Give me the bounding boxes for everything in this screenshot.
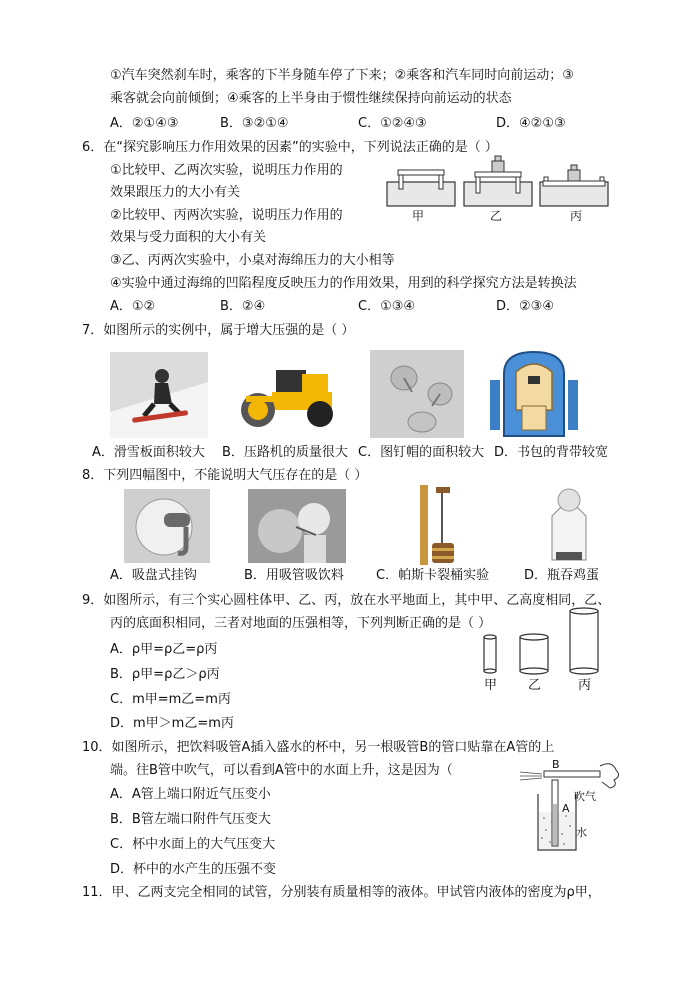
q6-option-a[interactable]: A．①② bbox=[110, 299, 156, 314]
q8-caption-d[interactable]: D．瓶吞鸡蛋 bbox=[524, 568, 600, 583]
bottle-egg-photo bbox=[538, 486, 598, 564]
q8-caption-a[interactable]: A．吸盘式挂钩 bbox=[110, 568, 197, 583]
q8-stem: 8．下列四幅图中，不能说明大气压存在的是（ ） bbox=[82, 468, 368, 483]
q7-caption-c[interactable]: C．图钉帽的面积较大 bbox=[358, 445, 485, 460]
q6-statement1-b: 效果跟压力的大小有关 bbox=[110, 185, 241, 200]
q9-option-b[interactable]: B．ρ甲=ρ乙＞ρ丙 bbox=[110, 667, 220, 682]
thumbtack-photo bbox=[370, 350, 464, 438]
q5-options bbox=[110, 115, 566, 133]
q10-line2: 端。往B管中吹气，可以看到A管中的水面上升，这是因为（ bbox=[110, 763, 453, 778]
q5-line2: 乘客就会向前倾倒；④乘客的上半身由于惯性继续保持向前运动的状态 bbox=[110, 91, 512, 106]
q8-caption-c[interactable]: C．帕斯卡裂桶实验 bbox=[376, 568, 490, 583]
q7-caption-d[interactable]: D．书包的背带较宽 bbox=[494, 445, 609, 460]
q7-caption-b[interactable]: B．压路机的质量很大 bbox=[222, 445, 348, 460]
q9-option-a[interactable]: A．ρ甲=ρ乙=ρ丙 bbox=[110, 642, 218, 657]
q9-label-yi: 乙 bbox=[528, 678, 542, 693]
q6-stem: 6．在“探究影响压力作用效果的因素”的实验中，下列说法正确的是（ ） bbox=[82, 140, 498, 155]
q10-option-d[interactable]: D．杯中的水产生的压强不变 bbox=[110, 862, 277, 877]
q6-statement2-b: 效果与受力面积的大小有关 bbox=[110, 230, 267, 245]
q6-statement3: ③乙、丙两次实验中，小桌对海绵压力的大小相等 bbox=[110, 253, 395, 268]
q10-label-a: A bbox=[562, 802, 570, 815]
sponge-bing bbox=[540, 165, 608, 206]
snowboard-photo bbox=[110, 352, 208, 438]
q8-caption-b[interactable]: B．用吸管吸饮料 bbox=[244, 568, 344, 583]
q10-option-b[interactable]: B．B管左端口附件气压变大 bbox=[110, 812, 271, 827]
q5-line1: ①汽车突然刹车时，乘客的下半身随车停了下来；②乘客和汽车同时向前运动；③ bbox=[110, 68, 574, 83]
q9-label-bing: 丙 bbox=[578, 678, 592, 693]
q10-line1: 10．如图所示，把饮料吸管A插入盛水的杯中，另一根吸管B的管口贴靠在A管的上 bbox=[82, 740, 555, 755]
q10-option-c[interactable]: C．杯中水面上的大气压变大 bbox=[110, 837, 276, 852]
q10-option-a[interactable]: A．A管上端口附近气压变小 bbox=[110, 787, 271, 802]
q5-option-b[interactable]: B．③②①④ bbox=[220, 116, 289, 131]
q6-option-d[interactable]: D．②③④ bbox=[496, 299, 554, 314]
q6-option-b[interactable]: B．②④ bbox=[220, 299, 266, 314]
q10-label-water: 水 bbox=[576, 826, 587, 839]
q6-label-bing: 丙 bbox=[570, 209, 583, 223]
q7-stem: 7．如图所示的实例中，属于增大压强的是（ ） bbox=[82, 323, 355, 338]
q6-options bbox=[110, 298, 554, 316]
q5-option-c[interactable]: C．①②④③ bbox=[358, 116, 427, 131]
sponge-yi bbox=[464, 156, 532, 206]
straw-drink-photo bbox=[248, 489, 346, 563]
q6-statement1-a: ①比较甲、乙两次实验，说明压力作用的 bbox=[110, 163, 343, 178]
q7-caption-a[interactable]: A．滑雪板面积较大 bbox=[92, 445, 205, 460]
sponge-jia bbox=[387, 170, 455, 206]
q9-label-jia: 甲 bbox=[484, 678, 498, 693]
q6-label-yi: 乙 bbox=[490, 209, 503, 223]
q10-straw-figure bbox=[516, 756, 628, 856]
q6-statement2-a: ②比较甲、丙两次实验，说明压力作用的 bbox=[110, 208, 343, 223]
q9-line1: 9．如图所示，有三个实心圆柱体甲、乙、丙，放在水平地面上，其中甲、乙高度相同，乙、 bbox=[82, 593, 611, 608]
q9-line2: 丙的底面积相同，三者对地面的压强相等，下列判断正确的是（ ） bbox=[110, 616, 492, 631]
q11-line1: 11．甲、乙两支完全相同的试管，分别装有质量相等的液体。甲试管内液体的密度为ρ甲， bbox=[82, 885, 601, 900]
q9-option-c[interactable]: C．m甲=m乙=m丙 bbox=[110, 692, 231, 707]
q9-cylinders-figure bbox=[480, 605, 610, 675]
suction-hook-photo bbox=[124, 489, 210, 563]
q5-option-d[interactable]: D．④②①③ bbox=[496, 116, 566, 131]
backpack-photo bbox=[482, 346, 586, 442]
q10-label-blow: 吹气 bbox=[574, 790, 596, 803]
q9-option-d[interactable]: D．m甲＞m乙=m丙 bbox=[110, 716, 234, 731]
q6-option-c[interactable]: C．①③④ bbox=[358, 299, 416, 314]
road-roller-photo bbox=[232, 352, 342, 438]
q5-option-a[interactable]: A．②①④③ bbox=[110, 116, 179, 131]
q10-label-b: B bbox=[552, 758, 560, 771]
q6-statement4: ④实验中通过海绵的凹陷程度反映压力的作用效果，用到的科学探究方法是转换法 bbox=[110, 276, 577, 291]
q6-label-jia: 甲 bbox=[412, 209, 425, 223]
pascal-barrel-photo bbox=[420, 485, 468, 565]
